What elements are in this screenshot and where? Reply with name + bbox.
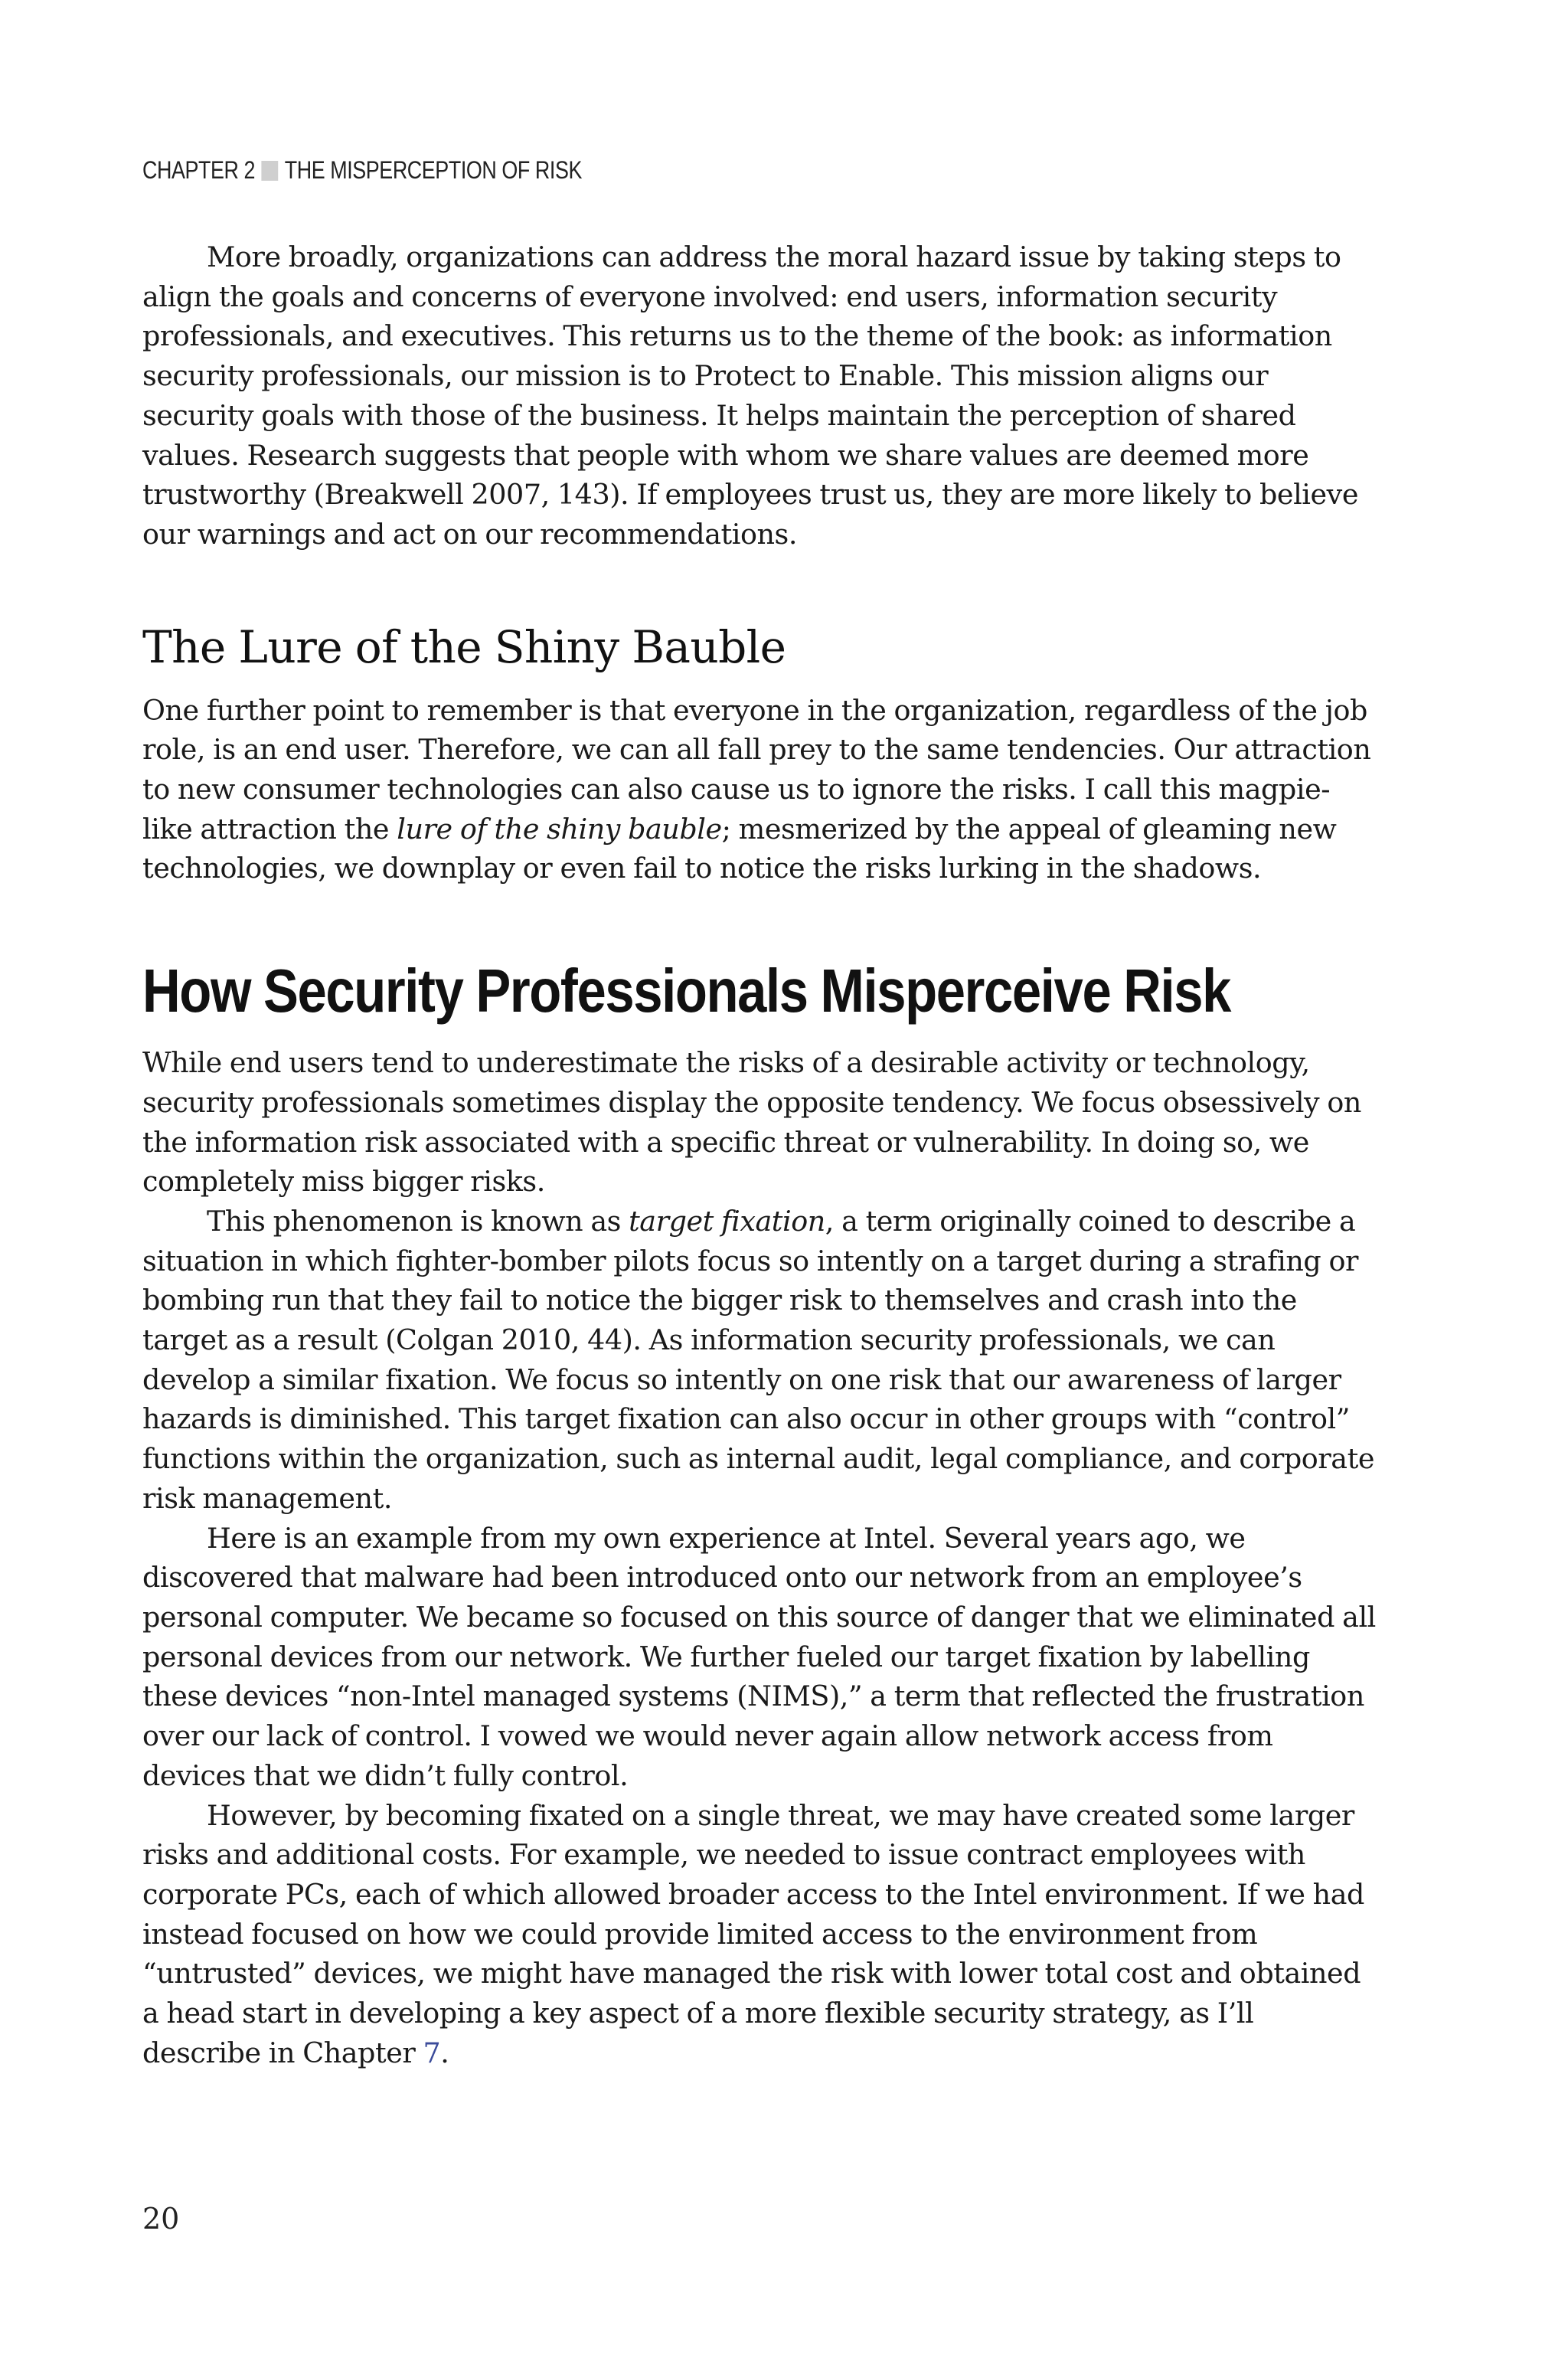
chapter-label: CHAPTER 2 — [142, 156, 256, 184]
professionals-paragraph-2 — [142, 1202, 1379, 1519]
running-header — [142, 156, 582, 185]
intro-paragraph: More broadly, organizations can address the moral hazard issue by taking steps to align the goals and concerns of everyone involved: end users, information security professionals, and executives. This returns us to the theme of the book: as information security professionals, our mission is to Protect to Enable. This mission aligns our security goals with those of the business. It helps maintain the perception of shared values. Research suggests that people with whom we share values are deemed more trustworthy (Breakwell 2007, 143). If employees trust us, they are more likely to believe our warnings and act on our recommendations. — [142, 240, 1358, 551]
professionals-paragraph-1: While end users tend to underestimate the risks of a desirable activity or technology, security professionals sometimes display the opposite tendency. We focus obsessively on the information risk associated with a specific threat or vulnerability. In doing so, we completely miss bigger risks. — [142, 1046, 1361, 1199]
chapter-title: THE MISPERCEPTION OF RISK — [284, 156, 582, 184]
target-fixation-text-start: This phenomenon is known as — [207, 1204, 629, 1238]
target-fixation-emphasis: target fixation — [629, 1204, 825, 1238]
section-heading-professionals — [142, 953, 1379, 1029]
lure-text-start: One further point to remember is that everyone in the organization, regardless of the job role, is an end user. Therefore, we can all fall prey to the same tendencies. Our attraction to new consumer technologies can also cause us to ignore the risks. I call this magpie-like attraction the — [142, 693, 1371, 846]
professionals-paragraph-4 — [142, 1796, 1379, 2073]
lure-paragraph — [142, 691, 1379, 889]
target-fixation-text-end: , a term originally coined to describe a situation in which fighter-bomber pilots focus so intently on a target during a strafing or bombing run that they fail to notice the bigger risk to themselves and crash into the target as a result (Colgan 2010, 44). As information security professionals, we can develop a similar fixation. We focus so intently on one risk that our awareness of larger hazards is diminished. This target fixation can also occur in other groups with “control” functions within the organization, such as internal audit, legal compliance, and corporate risk management. — [142, 1204, 1374, 1515]
closing-text-end: . — [440, 2036, 449, 2069]
book-page — [142, 0, 1383, 2378]
chapter-7-link[interactable]: 7 — [423, 2036, 441, 2069]
header-separator-square-icon — [261, 161, 278, 181]
section-heading-professionals-text: How Security Professionals Misperceive Risk — [142, 957, 1231, 1025]
body-text — [142, 237, 1379, 2072]
section-heading-lure: The Lure of the Shiny Bauble — [142, 620, 786, 673]
lure-emphasis: lure of the shiny bauble — [397, 812, 722, 846]
lure-text-end: ; mesmerized by the appeal of gleaming new technologies, we downplay or even fail to notice the risks lurking in the shadows. — [142, 812, 1337, 885]
professionals-paragraph-3: Here is an example from my own experience at Intel. Several years ago, we discovered that malware had been introduced onto our network from an employee’s personal computer. We became so focused on this source of danger that we eliminated all personal devices from our network. We further fueled our target fixation by labelling these devices “non-Intel managed systems (NIMS),” a term that reflected the frustration over our lack of control. I vowed we would never again allow network access from devices that we didn’t fully control. — [142, 1521, 1376, 1792]
page-number: 20 — [142, 2202, 180, 2236]
closing-text-start: However, by becoming fixated on a single threat, we may have created some larger risks and additional costs. For example, we needed to issue contract employees with corporate PCs, each of which allowed broader access to the Intel environment. If we had instead focused on how we could provide limited access to the environment from “untrusted” devices, we might have managed the risk with lower total cost and obtained a head start in developing a key aspect of a more flexible security strategy, as I’ll describe in Chapter — [142, 1798, 1364, 2069]
